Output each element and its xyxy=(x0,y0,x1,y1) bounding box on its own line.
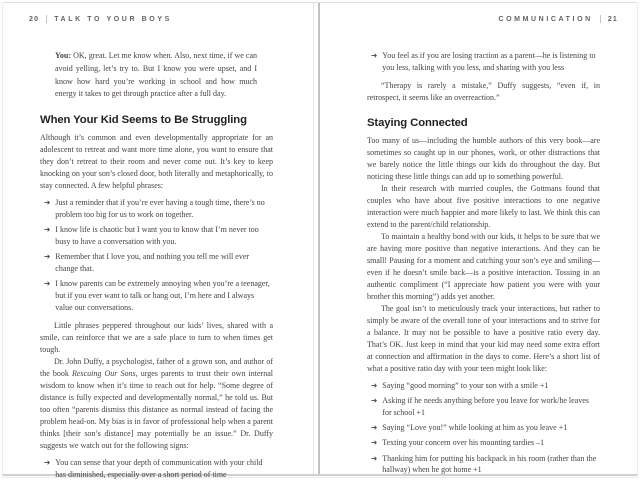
section-heading-struggling: When Your Kid Seems to Be Struggling xyxy=(40,114,247,127)
dialogue-paragraph xyxy=(55,50,257,101)
text-column-right xyxy=(367,47,600,480)
arrow-bullet-icon: ➔ xyxy=(44,225,51,235)
list-item xyxy=(44,224,273,248)
page-left xyxy=(3,3,312,479)
intro-paragraph: Although it’s common and even developmentally appropriate for an adolescent to retreat and want more time alone, you want to ensure that they don’t retreat to their room and never come out. It’s key to keep knocking on your son’s closed door, both literally and metaphorically, to stay connected. A few helpful phrases: xyxy=(40,133,273,191)
helpful-phrases-list xyxy=(40,197,273,314)
staying-connected-paragraph-4: The goal isn’t to meticulously track your interactions, but rather to simply be aware of the overall tone of your interactions and to strive for a balance. It may not be possible to have a positive ratio every day. That’s OK. Just keep in mind that your kid may need some extra effort at connection and affirmation in the days to come. Here’s a short list of what a positive ratio day with your teen might look like: xyxy=(367,303,600,373)
list-item xyxy=(371,395,600,419)
list-item-text: Saying “good morning” to your son with a smile +1 xyxy=(382,380,549,390)
gutter-line-light xyxy=(313,3,314,474)
chapter-title-right: COMMUNICATION xyxy=(498,15,593,23)
section-heading-staying-connected: Staying Connected xyxy=(367,116,468,129)
warning-signs-list xyxy=(40,457,273,480)
gutter-line-dark xyxy=(318,3,320,474)
arrow-bullet-icon: ➔ xyxy=(371,438,378,448)
dialogue-text: OK, great. Let me know when. Also, next time, if we can avoid yelling, let’s try to. But I know you were upset, and I know how hard you’re working in school and how much energy it takes to get through practice after a full day. xyxy=(55,51,257,99)
running-head-right xyxy=(498,15,618,23)
header-divider-left xyxy=(46,15,47,23)
staying-connected-paragraph-3: To maintain a healthy bond with our kids, it helps to be sure that we are having more positive than negative interactions. And they can be small! Pausing for a moment and catching your son’s eye and smiling—even if he doesn’t smile back—is a positive interaction. Tossing in an authentic compliment (“I appreciate how patient you were with your brother this morning”) adds yet another. xyxy=(367,231,600,301)
list-item xyxy=(44,457,273,480)
list-item-text: Texting your concern over his mounting tardies –1 xyxy=(382,438,545,448)
duffy-paragraph xyxy=(40,356,273,452)
therapy-quote-paragraph: “Therapy is rarely a mistake,” Duffy suggests, “even if, in retrospect, it seems like an overreaction.” xyxy=(367,80,600,102)
list-item-text: Saying “Love you!” while looking at him as you leave +1 xyxy=(382,422,568,432)
chapter-title-left: TALK TO YOUR BOYS xyxy=(54,15,172,23)
staying-connected-paragraph-1: Too many of us—including the humble authors of this very book—are sometimes so caught up in our phones, work, or other distractions that we barely notice the little things our kids do throughout the day. But noticing these little things can add up to something powerful. xyxy=(367,135,600,181)
text-column-left xyxy=(40,47,273,480)
duffy-text-before: Dr. John Duffy, a psychologist, father of a grown son, and author of the book xyxy=(40,356,273,378)
list-item-text: Thanking him for putting his backpack in his room (rather than the hallway) when he got home +1 xyxy=(382,453,597,475)
arrow-bullet-icon: ➔ xyxy=(371,395,378,405)
list-item xyxy=(371,380,600,392)
page-right xyxy=(322,3,637,473)
arrow-bullet-icon: ➔ xyxy=(371,453,378,463)
list-item-text: Just a reminder that if you’re ever having a tough time, there’s no problem too big for us to work on together. xyxy=(55,198,265,219)
arrow-bullet-icon: ➔ xyxy=(44,198,51,208)
arrow-bullet-icon: ➔ xyxy=(44,457,51,467)
book-gutter xyxy=(312,3,322,474)
arrow-bullet-icon: ➔ xyxy=(44,252,51,262)
positive-ratio-list xyxy=(367,380,600,477)
list-item xyxy=(371,50,600,74)
warning-signs-list-continued xyxy=(367,50,600,74)
staying-connected-paragraph-2: In their research with married couples, the Gottmans found that couples who have about five positive interactions to one negative interaction were much happier and more likely to last. We think this can extend to the parent/child relationship. xyxy=(367,183,600,229)
arrow-bullet-icon: ➔ xyxy=(371,422,378,432)
list-item xyxy=(44,278,273,313)
list-item xyxy=(371,422,600,434)
arrow-bullet-icon: ➔ xyxy=(371,380,378,390)
little-phrases-paragraph: Little phrases peppered throughout our kids’ lives, shared with a smile, can reinforce that we are a safe place to turn to when times get tough. xyxy=(40,320,273,354)
page-number-left: 20 xyxy=(29,15,40,23)
list-item xyxy=(371,453,600,477)
page-number-right: 21 xyxy=(607,15,618,23)
dialogue-speaker: You: xyxy=(55,51,72,60)
list-item xyxy=(44,197,273,221)
running-head-left xyxy=(29,15,172,23)
list-item-text: I know parents can be extremely annoying when you’re a teenager, but if you ever want to talk or hang out, I’m here and I always value our conversations. xyxy=(55,279,270,313)
list-item xyxy=(371,437,600,449)
arrow-bullet-icon: ➔ xyxy=(44,279,51,289)
book-title-italic: Rescuing Our Sons xyxy=(72,368,136,378)
list-item xyxy=(44,251,273,275)
arrow-bullet-icon: ➔ xyxy=(371,51,378,60)
duffy-text-after: , urges parents to trust their own internal wisdom to know when it’s time to reach out for help. “Some degree of distance is fully expected and developmentally normal,” he told us. But too often “parents dismiss this distance as normal instead of facing the problem head-on. My bias is in favor of professional help when a parent thinks [their son’s distance] may potentially be an issue.” Dr. Duffy suggests we watch out for the following signs: xyxy=(40,368,273,450)
page-edge-right xyxy=(637,2,638,476)
list-item-text: You can sense that your depth of communication with your child has diminished, especially over a short period of time xyxy=(55,457,263,479)
list-item-text: You feel as if you are losing traction as a parent—he is listening to you less, talking with you less, and sharing with you less xyxy=(382,51,596,72)
list-item-text: Asking if he needs anything before you leave for work/he leaves for school +1 xyxy=(382,395,589,417)
header-divider-right xyxy=(600,15,601,23)
list-item-text: I know life is chaotic but I want you to know that I’m never too busy to have a conversation with you. xyxy=(55,225,259,247)
list-item-text: Remember that I love you, and nothing you tell me will ever change that. xyxy=(55,252,250,274)
